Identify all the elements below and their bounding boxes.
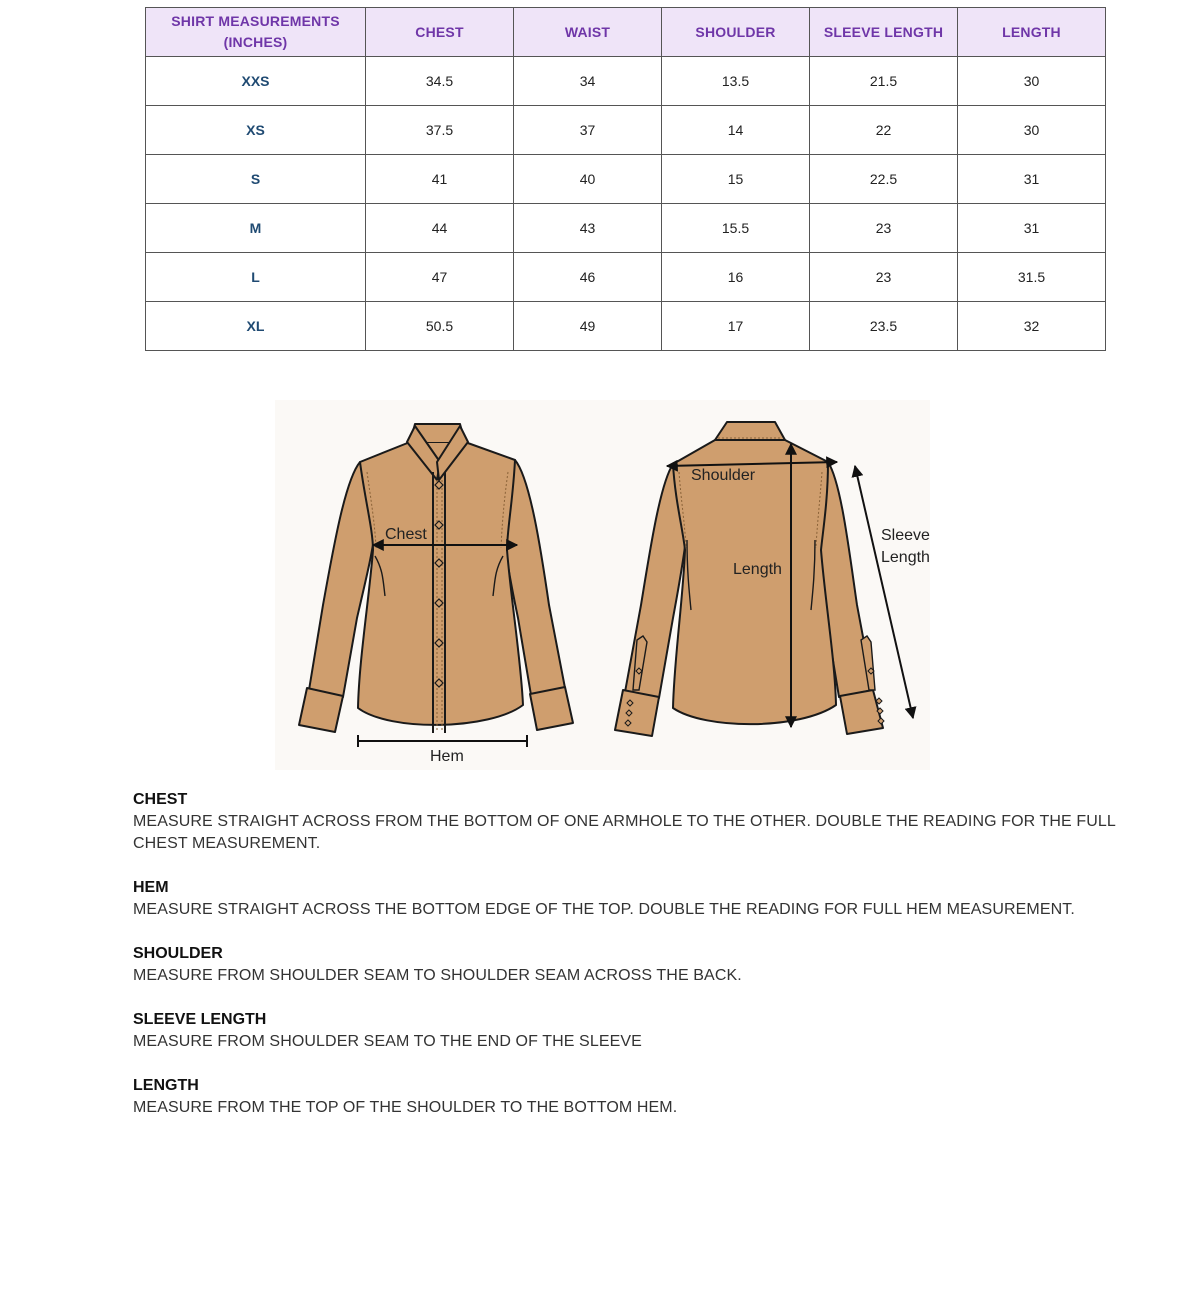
table-row <box>146 57 1106 106</box>
table-row <box>146 302 1106 351</box>
sleeve-length-cell: 22 <box>810 106 958 155</box>
table-row <box>146 204 1106 253</box>
sleeve-length-cell: 22.5 <box>810 155 958 204</box>
shoulder-cell: 14 <box>662 106 810 155</box>
instruction-heading: CHEST <box>133 791 188 808</box>
header-measurements: SHIRT MEASUREMENTS (INCHES) <box>146 8 366 57</box>
size-cell: XL <box>146 302 366 351</box>
length-cell: 32 <box>958 302 1106 351</box>
instruction-text: MEASURE STRAIGHT ACROSS THE BOTTOM EDGE OF THE TOP. DOUBLE THE READING FOR FULL HEM MEASUREMENT. <box>133 901 1075 918</box>
shirt-measurement-diagram <box>275 400 930 770</box>
waist-cell: 46 <box>514 253 662 302</box>
header-length: LENGTH <box>958 8 1106 57</box>
instruction-heading: SLEEVE LENGTH <box>133 1011 267 1028</box>
instruction-text: MEASURE FROM SHOULDER SEAM TO THE END OF THE SLEEVE <box>133 1033 642 1050</box>
header-chest: CHEST <box>366 8 514 57</box>
waist-cell: 37 <box>514 106 662 155</box>
length-cell: 31.5 <box>958 253 1106 302</box>
chest-label: Chest <box>385 526 427 543</box>
instruction-chest <box>133 789 1133 855</box>
size-chart-table <box>145 7 1106 351</box>
header-shoulder: SHOULDER <box>662 8 810 57</box>
instruction-text: MEASURE STRAIGHT ACROSS FROM THE BOTTOM OF ONE ARMHOLE TO THE OTHER. DOUBLE THE READING FOR THE FULL CHEST MEASUREMENT. <box>133 813 1116 852</box>
size-cell: L <box>146 253 366 302</box>
instruction-hem <box>133 877 1133 921</box>
header-sleeve-length: SLEEVE LENGTH <box>810 8 958 57</box>
chest-cell: 41 <box>366 155 514 204</box>
table-header-row <box>146 8 1106 57</box>
measurement-instructions <box>133 789 1133 1141</box>
sleeve-label-line2: Length <box>881 549 930 566</box>
waist-cell: 34 <box>514 57 662 106</box>
chest-cell: 34.5 <box>366 57 514 106</box>
waist-cell: 43 <box>514 204 662 253</box>
size-cell: M <box>146 204 366 253</box>
instruction-text: MEASURE FROM THE TOP OF THE SHOULDER TO THE BOTTOM HEM. <box>133 1099 678 1116</box>
size-cell: XXS <box>146 57 366 106</box>
instruction-heading: SHOULDER <box>133 945 223 962</box>
hem-label: Hem <box>430 748 464 765</box>
table-row <box>146 253 1106 302</box>
length-cell: 31 <box>958 204 1106 253</box>
header-waist: WAIST <box>514 8 662 57</box>
instruction-heading: LENGTH <box>133 1077 199 1094</box>
sleeve-length-cell: 23 <box>810 204 958 253</box>
sleeve-length-cell: 23.5 <box>810 302 958 351</box>
instruction-text: MEASURE FROM SHOULDER SEAM TO SHOULDER SEAM ACROSS THE BACK. <box>133 967 742 984</box>
size-cell: S <box>146 155 366 204</box>
length-cell: 30 <box>958 57 1106 106</box>
instruction-shoulder <box>133 943 1133 987</box>
shoulder-cell: 15 <box>662 155 810 204</box>
sleeve-length-cell: 23 <box>810 253 958 302</box>
waist-cell: 49 <box>514 302 662 351</box>
instruction-heading: HEM <box>133 879 169 896</box>
chest-cell: 44 <box>366 204 514 253</box>
length-label: Length <box>733 561 782 578</box>
shoulder-cell: 16 <box>662 253 810 302</box>
sleeve-label-line1: Sleeve <box>881 527 930 544</box>
shoulder-cell: 17 <box>662 302 810 351</box>
waist-cell: 40 <box>514 155 662 204</box>
chest-cell: 37.5 <box>366 106 514 155</box>
table-row <box>146 155 1106 204</box>
chest-cell: 47 <box>366 253 514 302</box>
table-row <box>146 106 1106 155</box>
shoulder-cell: 13.5 <box>662 57 810 106</box>
shoulder-cell: 15.5 <box>662 204 810 253</box>
instruction-sleeve-length <box>133 1009 1133 1053</box>
instruction-length <box>133 1075 1133 1119</box>
size-cell: XS <box>146 106 366 155</box>
chest-cell: 50.5 <box>366 302 514 351</box>
shoulder-label: Shoulder <box>691 467 756 484</box>
sleeve-length-cell: 21.5 <box>810 57 958 106</box>
length-cell: 30 <box>958 106 1106 155</box>
length-cell: 31 <box>958 155 1106 204</box>
